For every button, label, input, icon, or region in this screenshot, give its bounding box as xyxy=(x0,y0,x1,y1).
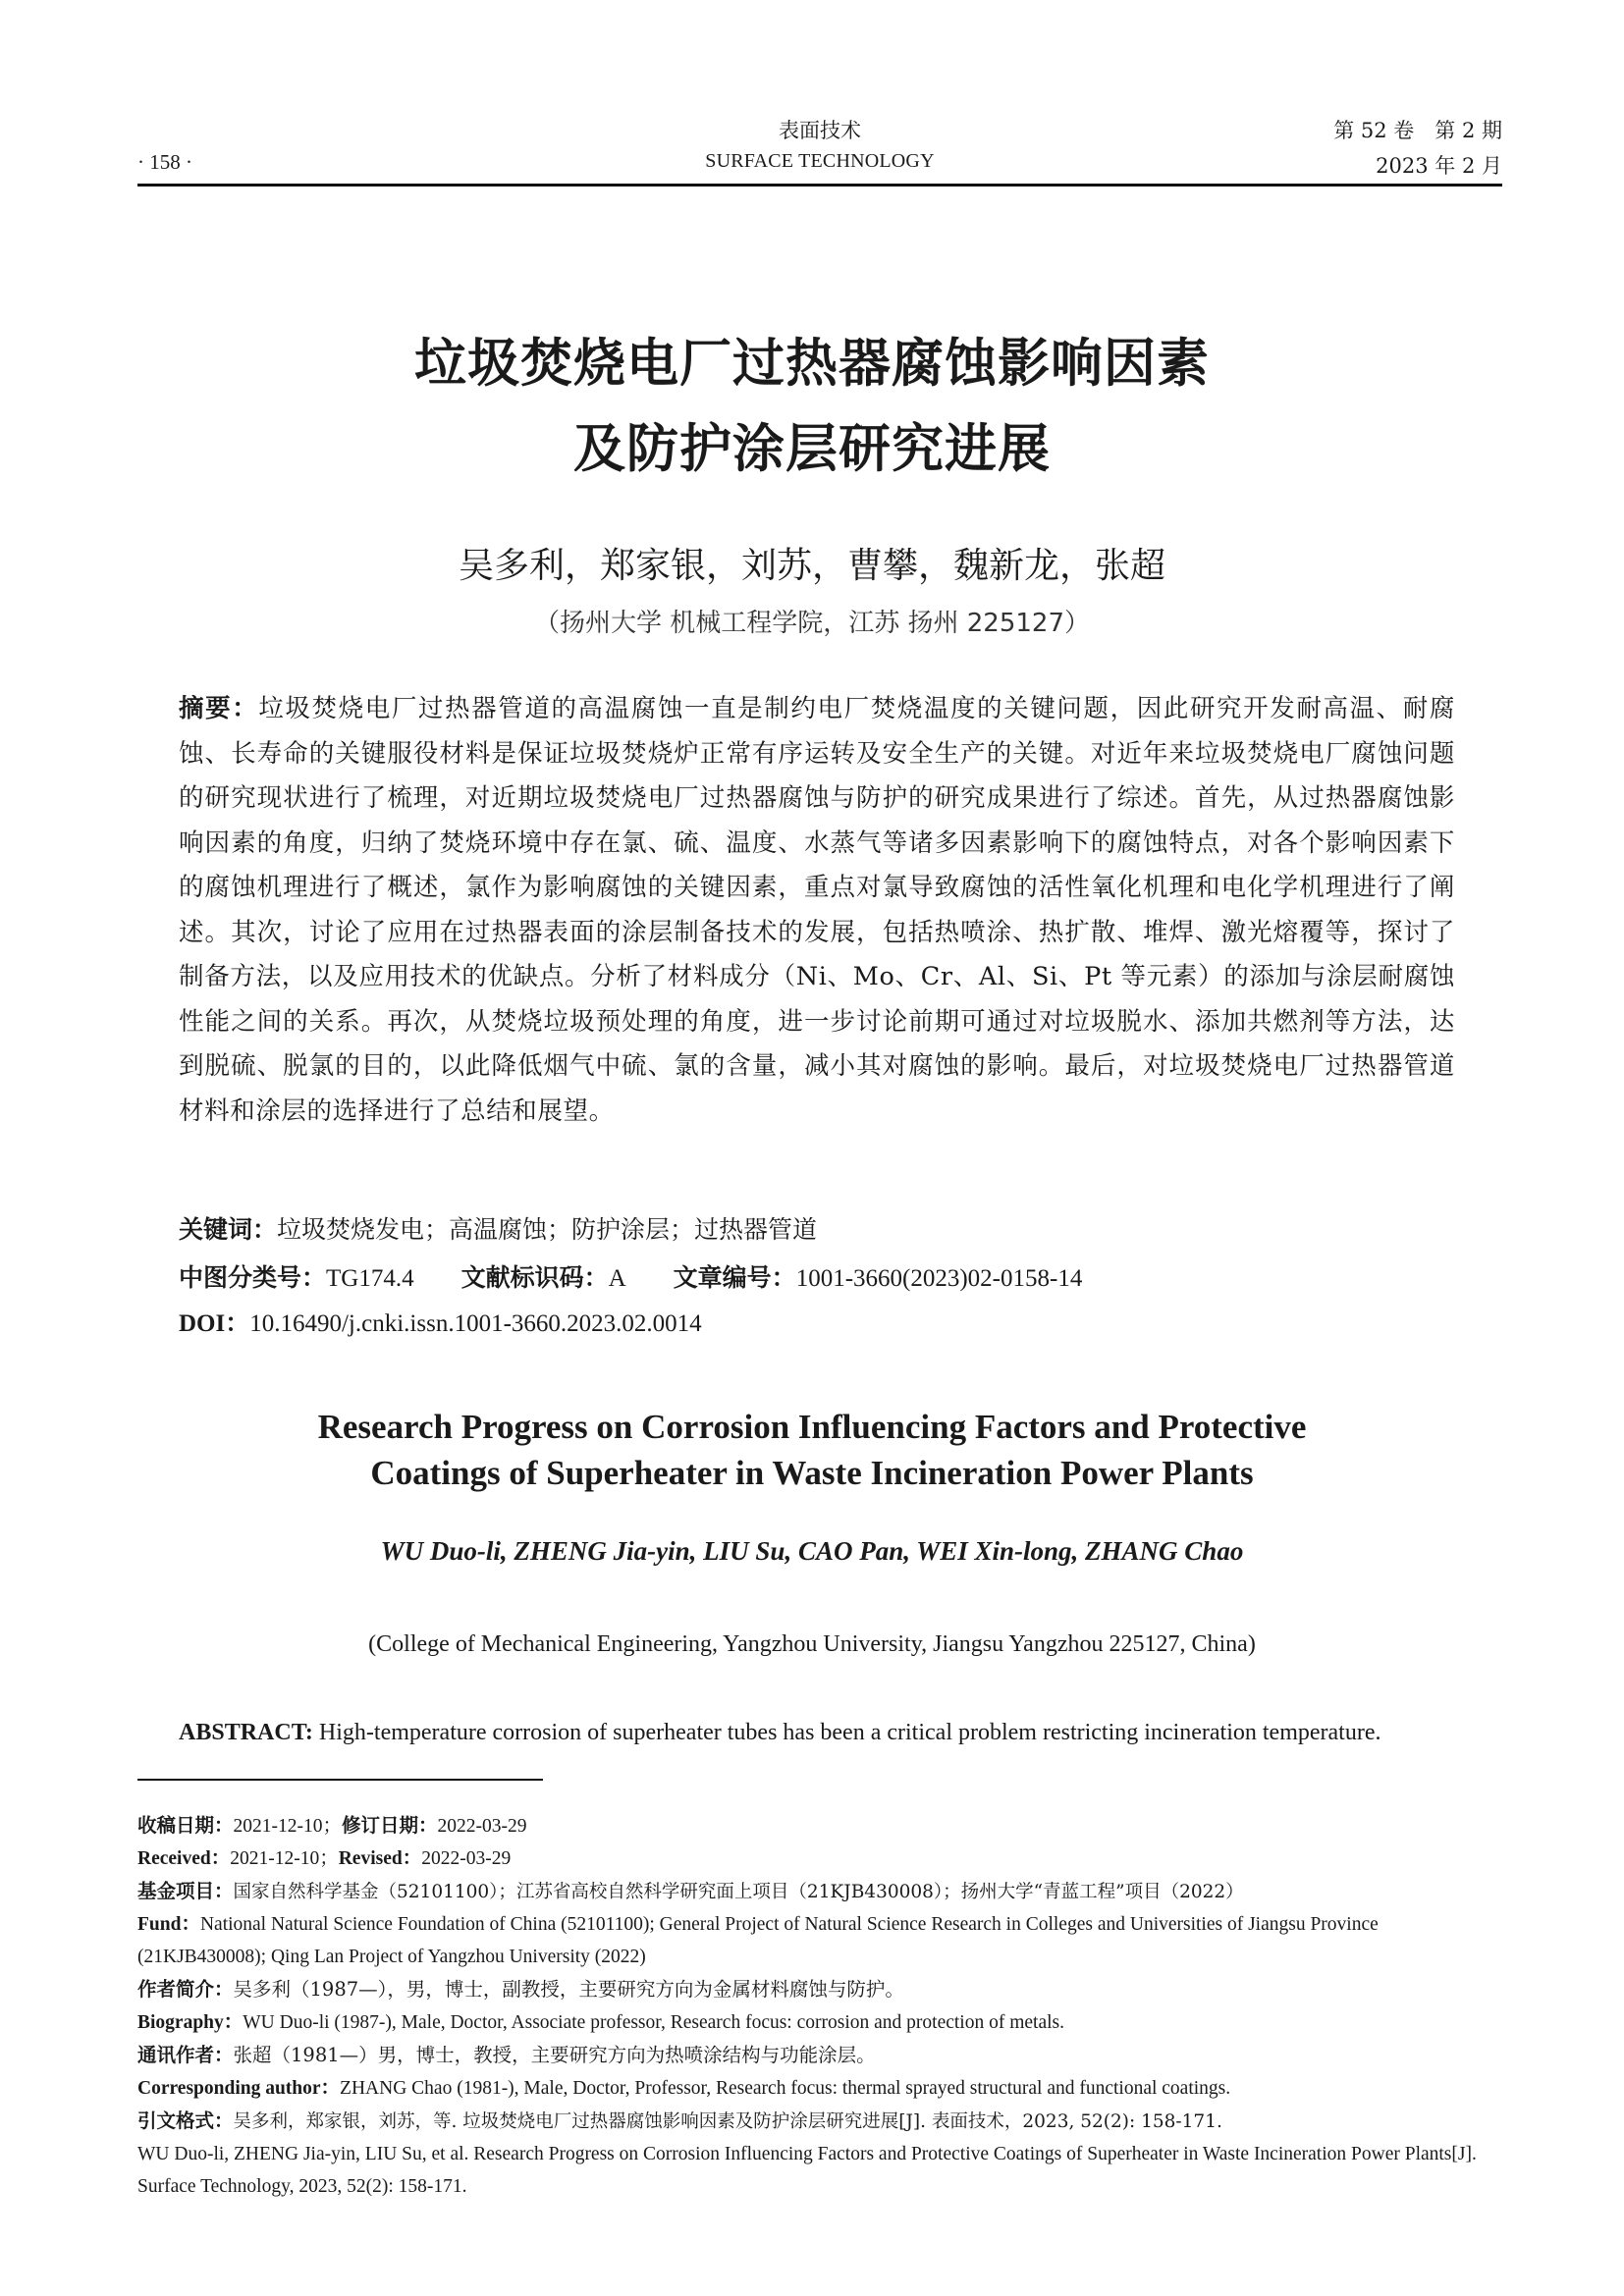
footnote-label: Received： xyxy=(137,1848,231,1869)
footnote-label: 收稿日期： xyxy=(137,1814,234,1837)
footnote-citation-en xyxy=(137,2138,1502,2203)
footnote-text: 吴多利（1987—），男，博士，副教授，主要研究方向为金属材料腐蚀与防护。 xyxy=(233,1978,904,2001)
volume-issue: 第 52 卷 第 2 期 xyxy=(1333,119,1502,142)
journal-name-en: SURFACE TECHNOLOGY xyxy=(705,150,935,172)
footnote-label: 基金项目： xyxy=(137,1880,234,1902)
footnote-text: 2022-03-29 xyxy=(437,1816,527,1837)
footnote-text: WU Duo-li (1987-), Male, Doctor, Associate professor, Research focus: corrosion and protection of metals. xyxy=(243,2012,1064,2033)
footnote-divider xyxy=(137,1779,543,1781)
footnote-label: 修订日期： xyxy=(342,1814,438,1837)
footnote-label: 通讯作者： xyxy=(137,2044,234,2066)
authors-en: WU Duo-li, ZHENG Jia-yin, LIU Su, CAO Pan, WEI Xin-long, ZHANG Chao xyxy=(380,1536,1244,1566)
keywords xyxy=(179,1210,817,1246)
authors-cn: 吴多利，郑家银，刘苏，曹攀，魏新龙，张超 xyxy=(458,546,1165,586)
abstract-cn-label: 摘要： xyxy=(179,694,259,723)
page-number: · 158 · xyxy=(137,150,192,174)
footnote-corresponding-cn xyxy=(137,2039,1502,2072)
doi-label: DOI： xyxy=(179,1310,250,1337)
footnote-text: ZHANG Chao (1981-), Male, Doctor, Professor, Research focus: thermal sprayed structural and functional coatings. xyxy=(340,2078,1231,2099)
footnote-received-cn xyxy=(137,1809,1502,1842)
title-en-line2: Coatings of Superheater in Waste Incineration Power Plants xyxy=(370,1454,1254,1492)
footnote-fund-en xyxy=(137,1908,1502,1973)
journal-name-cn: 表面技术 xyxy=(779,119,861,142)
title-cn-line1: 垃圾焚烧电厂过热器腐蚀影响因素 xyxy=(414,334,1210,394)
footnote-text: National Natural Science Foundation of China (52101100); General Project of Natural Science Research in Colleges and Universities of Jiangsu Province (21KJB430008); Qing Lan Project of Yangzhou University (2022) xyxy=(137,1914,1379,1967)
abstract-en-text: High-temperature corrosion of superheater tubes has been a critical problem restricting incineration temperature. xyxy=(318,1720,1381,1745)
abstract-cn-text: 垃圾焚烧电厂过热器管道的高温腐蚀一直是制约电厂焚烧温度的关键问题，因此研究开发耐高温、耐腐蚀、长寿命的关键服役材料是保证垃圾焚烧炉正常有序运转及安全生产的关键。对近年来垃圾焚烧电厂腐蚀问题的研究现状进行了梳理，对近期垃圾焚烧电厂过热器腐蚀与防护的研究成果进行了综述。首先，从过热器腐蚀影响因素的角度，归纳了焚烧环境中存在氯、硫、温度、水蒸气等诸多因素影响下的腐蚀特点，对各个影响因素下的腐蚀机理进行了概述，氯作为影响腐蚀的关键因素，重点对氯导致腐蚀的活性氧化机理和电化学机理进行了阐述。其次，讨论了应用在过热器表面的涂层制备技术的发展，包括热喷涂、热扩散、堆焊、激光熔覆等，探讨了制备方法，以及应用技术的优缺点。分析了材料成分（Ni、Mo、Cr、Al、Si、Pt 等元素）的添加与涂层耐腐蚀性能之间的关系。再次，从焚烧垃圾预处理的角度，进一步讨论前期可通过对垃圾脱水、添加共燃剂等方法，达到脱硫、脱氯的目的，以此降低烟气中硫、氯的含量，减小其对腐蚀的影响。最后，对垃圾焚烧电厂过热器管道材料和涂层的选择进行了总结和展望。 xyxy=(179,694,1455,1126)
abstract-cn xyxy=(179,687,1455,1134)
title-cn-line2: 及防护涂层研究进展 xyxy=(573,419,1051,479)
footnote-citation-cn xyxy=(137,2105,1502,2138)
footnotes xyxy=(137,1809,1502,2203)
footnote-biography-en xyxy=(137,2006,1502,2039)
affiliation-en: (College of Mechanical Engineering, Yangzhou University, Jiangsu Yangzhou 225127, China) xyxy=(368,1631,1256,1657)
footnote-text: 2021-12-10； xyxy=(230,1848,339,1869)
title-en xyxy=(0,1404,1624,1496)
footnote-fund-cn xyxy=(137,1875,1502,1908)
issue-date: 2023 年 2 月 xyxy=(1376,154,1502,178)
keywords-text: 垃圾焚烧发电；高温腐蚀；防护涂层；过热器管道 xyxy=(277,1215,818,1244)
keywords-label: 关键词： xyxy=(179,1215,278,1244)
article-number-value: 1001-3660(2023)02-0158-14 xyxy=(795,1265,1083,1292)
footnote-biography-cn xyxy=(137,1973,1502,2006)
footnote-text: 2022-03-29 xyxy=(421,1848,512,1869)
footnote-label: 作者简介： xyxy=(137,1978,234,2001)
clc-value: TG174.4 xyxy=(326,1265,414,1292)
footnote-label: Fund： xyxy=(137,1914,200,1935)
footnote-corresponding-en xyxy=(137,2072,1502,2105)
footnote-received-en xyxy=(137,1842,1502,1875)
footnote-text: 国家自然科学基金（52101100）；江苏省高校自然科学研究面上项目（21KJB430008）；扬州大学“青蓝工程”项目（2022） xyxy=(233,1882,1244,1902)
footnote-label: 引文格式： xyxy=(137,2109,234,2132)
footnote-label: Revised： xyxy=(338,1848,422,1869)
footnote-text: 吴多利，郑家银，刘苏，等. 垃圾焚烧电厂过热器腐蚀影响因素及防护涂层研究进展[J]. 表面技术，2023, 52(2): 158-171. xyxy=(233,2111,1222,2132)
doi-line xyxy=(179,1304,702,1339)
abstract-en xyxy=(179,1720,1475,1746)
doc-code-value: A xyxy=(608,1265,626,1292)
clc-label: 中图分类号： xyxy=(179,1263,327,1292)
title-en-line1: Research Progress on Corrosion Influencing Factors and Protective xyxy=(317,1408,1307,1446)
doc-code-label: 文献标识码： xyxy=(460,1263,609,1292)
classification-line xyxy=(179,1258,1082,1294)
footnote-label: Biography： xyxy=(137,2012,244,2033)
footnote-text: WU Duo-li, ZHENG Jia-yin, LIU Su, et al. Research Progress on Corrosion Influencing Factors and Protective Coatings of Superheater in Waste Incineration Power Plants[J]. Surface Technology, 2023, 52(2): 158-171. xyxy=(137,2144,1477,2197)
footnote-text: 张超（1981—）男，博士，教授，主要研究方向为热喷涂结构与功能涂层。 xyxy=(233,2044,876,2066)
affiliation-cn: （扬州大学 机械工程学院，江苏 扬州 225127） xyxy=(533,609,1091,638)
abstract-en-label: ABSTRACT: xyxy=(179,1720,313,1745)
doi-value[interactable]: 10.16490/j.cnki.issn.1001-3660.2023.02.0014 xyxy=(249,1310,702,1337)
footnote-label: Corresponding author： xyxy=(137,2078,341,2099)
running-header xyxy=(137,113,1502,187)
article-number-label: 文章编号： xyxy=(673,1263,796,1292)
footnote-text: 2021-12-10； xyxy=(233,1816,343,1837)
